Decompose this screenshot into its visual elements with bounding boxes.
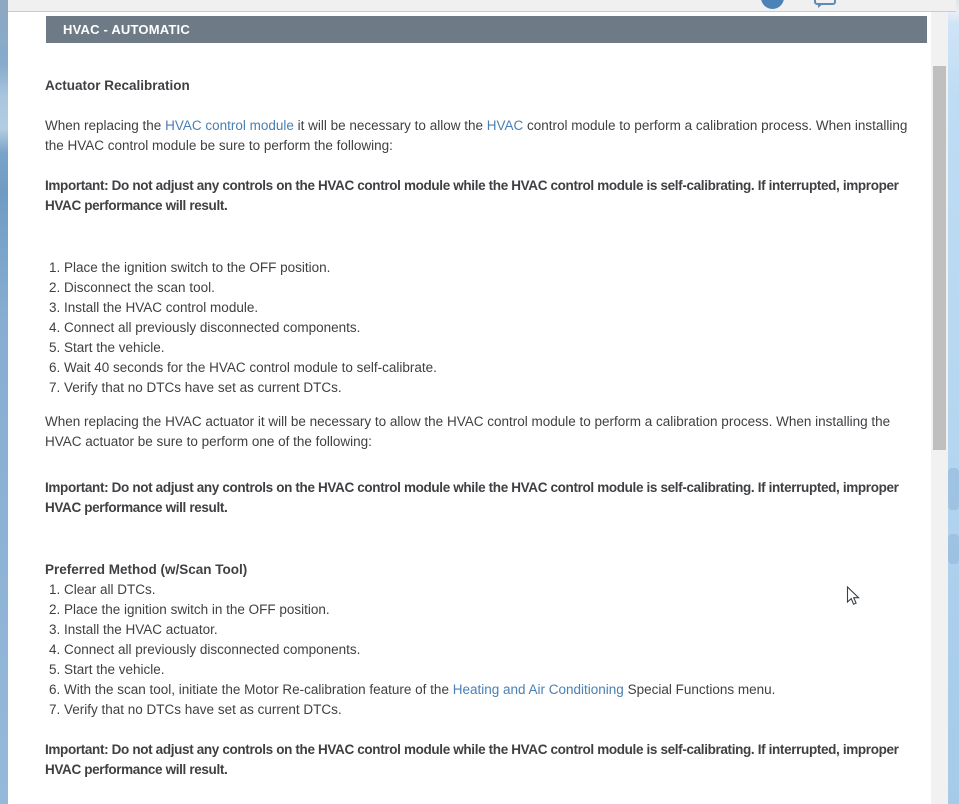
background-shape xyxy=(948,468,959,510)
list-item-text: Special Functions menu. xyxy=(623,682,776,697)
list-item: 4. Connect all previously disconnected components. xyxy=(64,318,927,338)
list-item: 2. Disconnect the scan tool. xyxy=(64,278,927,298)
control-module-step-list xyxy=(45,258,927,398)
list-item: 7. Verify that no DTCs have set as current DTCs. xyxy=(64,378,927,398)
section-title: HVAC - AUTOMATIC xyxy=(63,22,190,37)
mouse-cursor xyxy=(846,586,861,612)
scrollbar-thumb[interactable] xyxy=(933,66,946,450)
toolbar xyxy=(8,0,956,12)
list-item: 1. Place the ignition switch to the OFF position. xyxy=(64,258,927,278)
document-panel xyxy=(8,0,931,804)
paragraph-replace-control-module xyxy=(45,116,927,156)
list-item: 4. Connect all previously disconnected components. xyxy=(64,640,927,660)
list-item: 3. Install the HVAC control module. xyxy=(64,298,927,318)
list-item: 7. Verify that no DTCs have set as current DTCs. xyxy=(64,700,927,720)
heading-preferred-method: Preferred Method (w/Scan Tool) xyxy=(45,562,248,577)
vertical-scrollbar[interactable] xyxy=(931,13,948,804)
comment-icon[interactable] xyxy=(814,0,836,5)
paragraph-replace-actuator: When replacing the HVAC actuator it will be necessary to allow the HVAC control module to perform a calibration process. When installing the HVAC actuator be sure to perform one of the following: xyxy=(45,414,891,449)
heading-actuator-recalibration: Actuator Recalibration xyxy=(45,78,190,93)
important-note: Important: Do not adjust any controls on the HVAC control module while the HVAC control module is self-calibrating. If interrupted, improper HVAC performance will result. xyxy=(45,480,899,515)
article-body xyxy=(45,43,927,780)
user-avatar-icon[interactable] xyxy=(761,0,784,9)
list-item: 5. Start the vehicle. xyxy=(64,660,927,680)
right-background-strip xyxy=(948,0,959,804)
important-note: Important: Do not adjust any controls on the HVAC control module while the HVAC control module is self-calibrating. If interrupted, improper HVAC performance will result. xyxy=(45,178,899,213)
list-item: 6. Wait 40 seconds for the HVAC control module to self-calibrate. xyxy=(64,358,927,378)
paragraph-text: When replacing the xyxy=(45,118,166,133)
left-background-strip xyxy=(0,0,8,804)
section-title-bar xyxy=(46,16,927,43)
link-hvac[interactable]: HVAC xyxy=(486,118,524,133)
list-item: 5. Start the vehicle. xyxy=(64,338,927,358)
link-heating-and-air-conditioning[interactable]: Heating and Air Conditioning xyxy=(452,682,624,697)
list-item: 3. Install the HVAC actuator. xyxy=(64,620,927,640)
paragraph-text: control module to perform a calibration process. When installing the HVAC control module be sure to perform the following: xyxy=(45,118,908,153)
list-item: 2. Place the ignition switch in the OFF position. xyxy=(64,600,927,620)
background-shape xyxy=(948,534,959,564)
important-note: Important: Do not adjust any controls on the HVAC control module while the HVAC control module is self-calibrating. If interrupted, improper HVAC performance will result. xyxy=(45,742,899,777)
list-item-text: With the scan tool, initiate the Motor Re-calibration feature of the xyxy=(64,682,453,697)
list-item: 1. Clear all DTCs. xyxy=(64,580,927,600)
link-hvac-control-module[interactable]: HVAC control module xyxy=(165,118,294,133)
paragraph-text: it will be necessary to allow the xyxy=(293,118,487,133)
preferred-method-step-list xyxy=(45,580,927,720)
list-item xyxy=(64,680,927,700)
